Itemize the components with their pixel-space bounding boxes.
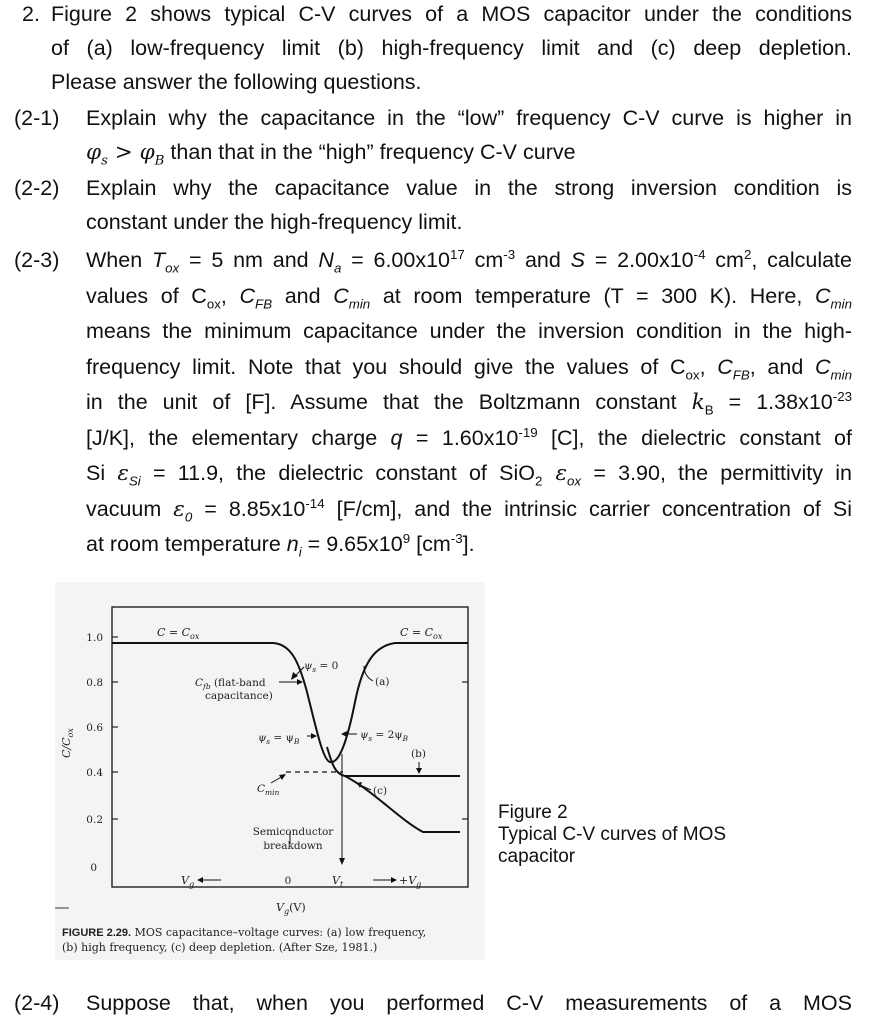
- cox-label-right: $C = C_{ox}$: [400, 626, 443, 641]
- question-text-line: [J/K], the elementary charge $q = 1.60x10^{-19}$ [C], the dielectric constant of: [86, 424, 852, 450]
- curve-a-label: (a): [375, 676, 390, 688]
- psi-s-psi-b-label: $\psi_s = \psi_B$: [258, 732, 300, 746]
- question-number: 2.: [22, 2, 40, 26]
- curve-high-frequency: [327, 747, 460, 776]
- question-text-line: in the unit of [F]. Assume that the Boltzmann constant $k_B = 1.38x10^{-23}$: [86, 388, 853, 418]
- question-text-line: $\varphi_s > \varphi_B$ than that in the “high” frequency C-V curve: [86, 140, 576, 169]
- curve-b-label: (b): [411, 748, 426, 760]
- y-tick-label: 0.2: [86, 814, 103, 826]
- y-tick-label: 0: [90, 862, 97, 874]
- question-text-line: Figure 2 shows typical C-V curves of a MOS capacitor under the conditions: [51, 2, 852, 26]
- question-text-line: Suppose that, when you performed C-V measurements of a MOS: [86, 991, 852, 1015]
- x-neg-vg-label: $V_g$: [181, 874, 195, 889]
- question-text-line: vacuum $\varepsilon_0 = 8.85x10^{-14}$ [F/cm], and the intrinsic carrier concentration of Si: [86, 495, 852, 524]
- question-text-line: When $T_{ox} = 5$ nm and $N_a = 6.00x10^{17}$ $cm^{-3}$ and $S = 2.00x10^{-4}$ $cm^2$, calculate: [86, 246, 852, 276]
- x-pos-vg-label: $+V_g$: [399, 874, 422, 889]
- psi-s-2psi-b-label: $\psi_s = 2\psi_B$: [360, 729, 408, 743]
- figure-caption-line: capacitor: [498, 846, 576, 867]
- cv-curve-plot: [55, 582, 485, 960]
- vt-arrow: [339, 858, 345, 865]
- y-ticks: [112, 637, 468, 819]
- question-text-line: means the minimum capacitance under the inversion condition in the high-: [86, 319, 852, 343]
- cox-label-left: $C = C_{ox}$: [157, 626, 200, 641]
- question-text-line: Explain why the capacitance in the “low” frequency C-V curve is higher in: [86, 106, 852, 130]
- question-text-line: values of $C_{ox}$, $C_{FB}$ and $C_{min}$ at room temperature (T = 300 K). Here, $C_{min}$: [86, 283, 852, 311]
- psi-s-zero-label: $\psi_s = 0$: [304, 660, 339, 674]
- figure-caption-line-2: (b) high frequency, (c) deep depletion. (After Sze, 1981.): [62, 941, 378, 954]
- curve-deep-depletion: [345, 776, 460, 832]
- y-axis-label: $C/C_{ox}$: [60, 728, 75, 758]
- question-text-line: Si $\varepsilon_{Si} = 11.9$, the dielectric constant of SiO$_2$ $\varepsilon_{ox} = 3.90$, the permittivity in: [86, 461, 852, 489]
- question-text-line: of (a) low-frequency limit (b) high-frequency limit and (c) deep depletion.: [51, 36, 852, 60]
- y-tick-label: 0.4: [86, 767, 103, 779]
- y-tick-label: 0.6: [86, 722, 103, 734]
- question-text-line: Please answer the following questions.: [51, 70, 422, 94]
- y-tick-label: 0.8: [86, 677, 103, 689]
- x-axis-label: $V_g(V)$: [276, 901, 306, 916]
- figure-caption-line: Typical C-V curves of MOS: [498, 824, 727, 845]
- question-text-line: constant under the high-frequency limit.: [86, 210, 463, 234]
- breakdown-label-2: breakdown: [263, 840, 323, 852]
- cv-curve-figure: [55, 582, 485, 960]
- x-vt-label: $V_t$: [332, 874, 344, 889]
- figure-caption-title: Figure 2: [498, 802, 568, 823]
- x-zero-label: 0: [284, 875, 292, 887]
- question-number: (2-3): [14, 248, 60, 272]
- curve-low-frequency: [112, 643, 468, 762]
- flatband-label-2: capacitance): [205, 690, 273, 702]
- figure-caption-line-1: FIGURE 2.29. MOS capacitance–voltage curves: (a) low frequency,: [62, 926, 427, 939]
- question-text-line: frequency limit. Note that you should give the values of $C_{ox}$, $C_{FB}$, and $C_{min}$: [86, 354, 852, 382]
- y-tick-labels: [86, 632, 103, 874]
- cmin-label: $C_{min}$: [257, 783, 280, 797]
- curve-c-label: (c): [373, 785, 388, 797]
- question-text-line: Explain why the capacitance value in the strong inversion condition is: [86, 176, 852, 200]
- question-number: (2-2): [14, 176, 60, 200]
- breakdown-label-1: Semiconductor: [252, 826, 334, 838]
- question-number: (2-4): [14, 991, 60, 1015]
- flatband-label: $C_{fb}$ (flat-band: [195, 677, 266, 691]
- question-number: (2-1): [14, 106, 60, 130]
- y-tick-label: 1.0: [86, 632, 103, 644]
- figure-caption: [498, 802, 726, 868]
- question-text-line: at room temperature $n_i = 9.65x10^9$ $[cm^{-3}]$.: [86, 530, 475, 560]
